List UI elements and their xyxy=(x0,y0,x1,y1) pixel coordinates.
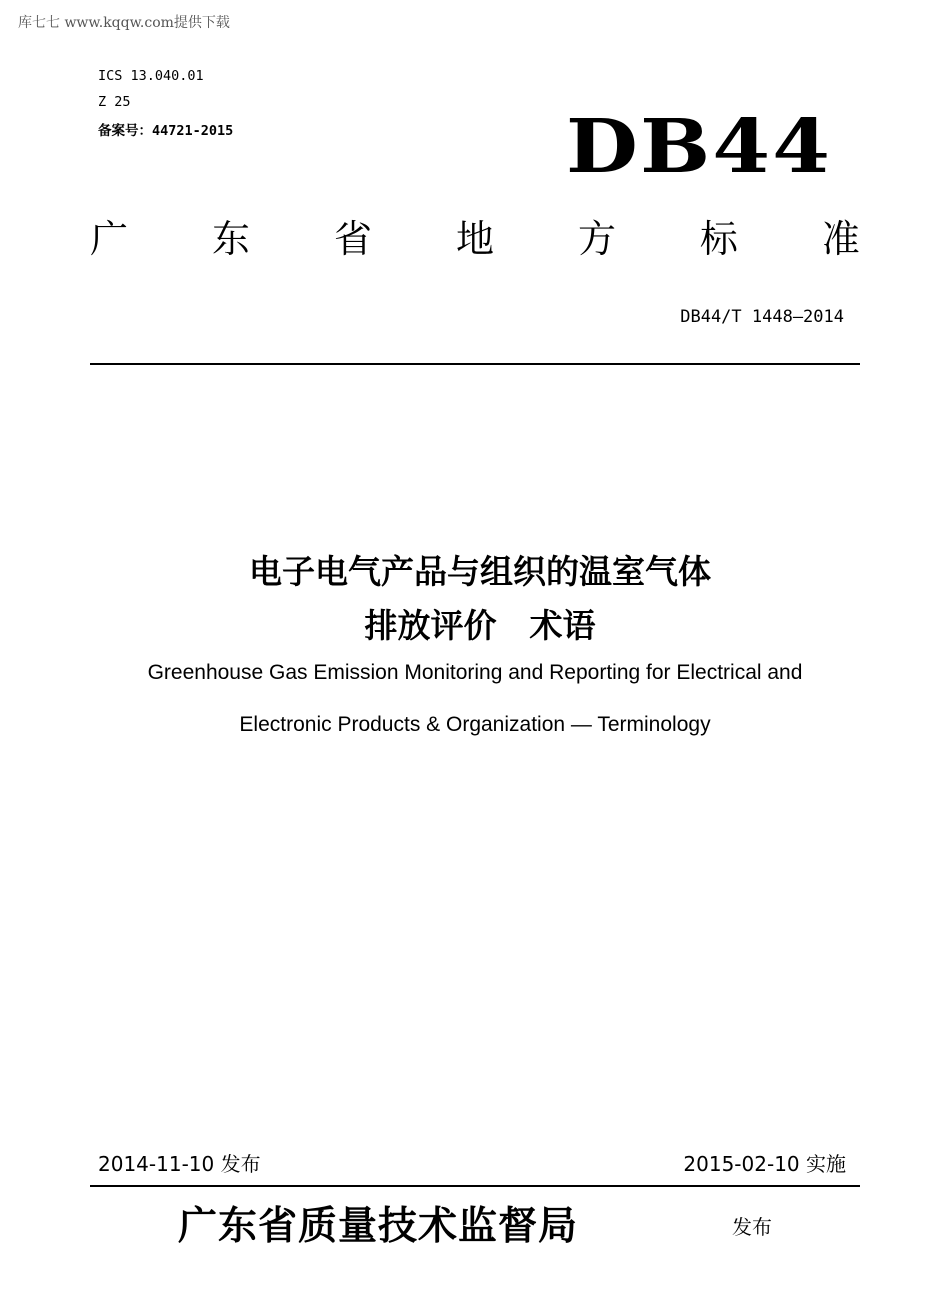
classification-code: Z 25 xyxy=(98,94,131,110)
issuing-label: 发布 xyxy=(732,1215,772,1239)
watermark-text: 库七七 www.kqqw.com提供下载 xyxy=(18,15,230,31)
standard-type-char: 广 xyxy=(90,217,129,261)
top-divider xyxy=(90,363,860,365)
issuing-authority: 广东省质量技术监督局 xyxy=(178,1203,579,1249)
title-chinese-line2: 排放评价 术语 xyxy=(364,606,596,645)
standard-number: DB44/T 1448—2014 xyxy=(680,307,844,327)
ics-code: ICS 13.040.01 xyxy=(98,68,204,84)
title-english-line2: Electronic Products & Organization — Terminology xyxy=(239,713,711,736)
effective-date: 2015-02-10 实施 xyxy=(683,1152,846,1176)
title-english-line1: Greenhouse Gas Emission Monitoring and Reporting for Electrical and xyxy=(147,661,803,684)
standard-type-char: 准 xyxy=(821,217,860,261)
db44-logo: DB44 xyxy=(566,104,833,190)
standard-type-char: 省 xyxy=(333,217,372,261)
standard-type-char: 东 xyxy=(211,217,250,261)
filing-number: 备案号：44721-2015 xyxy=(98,123,234,139)
bottom-divider xyxy=(90,1185,860,1187)
issue-date: 2014-11-10 发布 xyxy=(98,1152,261,1176)
standard-type-char: 地 xyxy=(455,217,494,261)
title-chinese-line1: 电子电气产品与组织的温室气体 xyxy=(249,552,711,591)
standard-type-heading xyxy=(90,214,860,264)
standard-type-char: 方 xyxy=(577,217,616,261)
standard-type-char: 标 xyxy=(699,217,738,261)
